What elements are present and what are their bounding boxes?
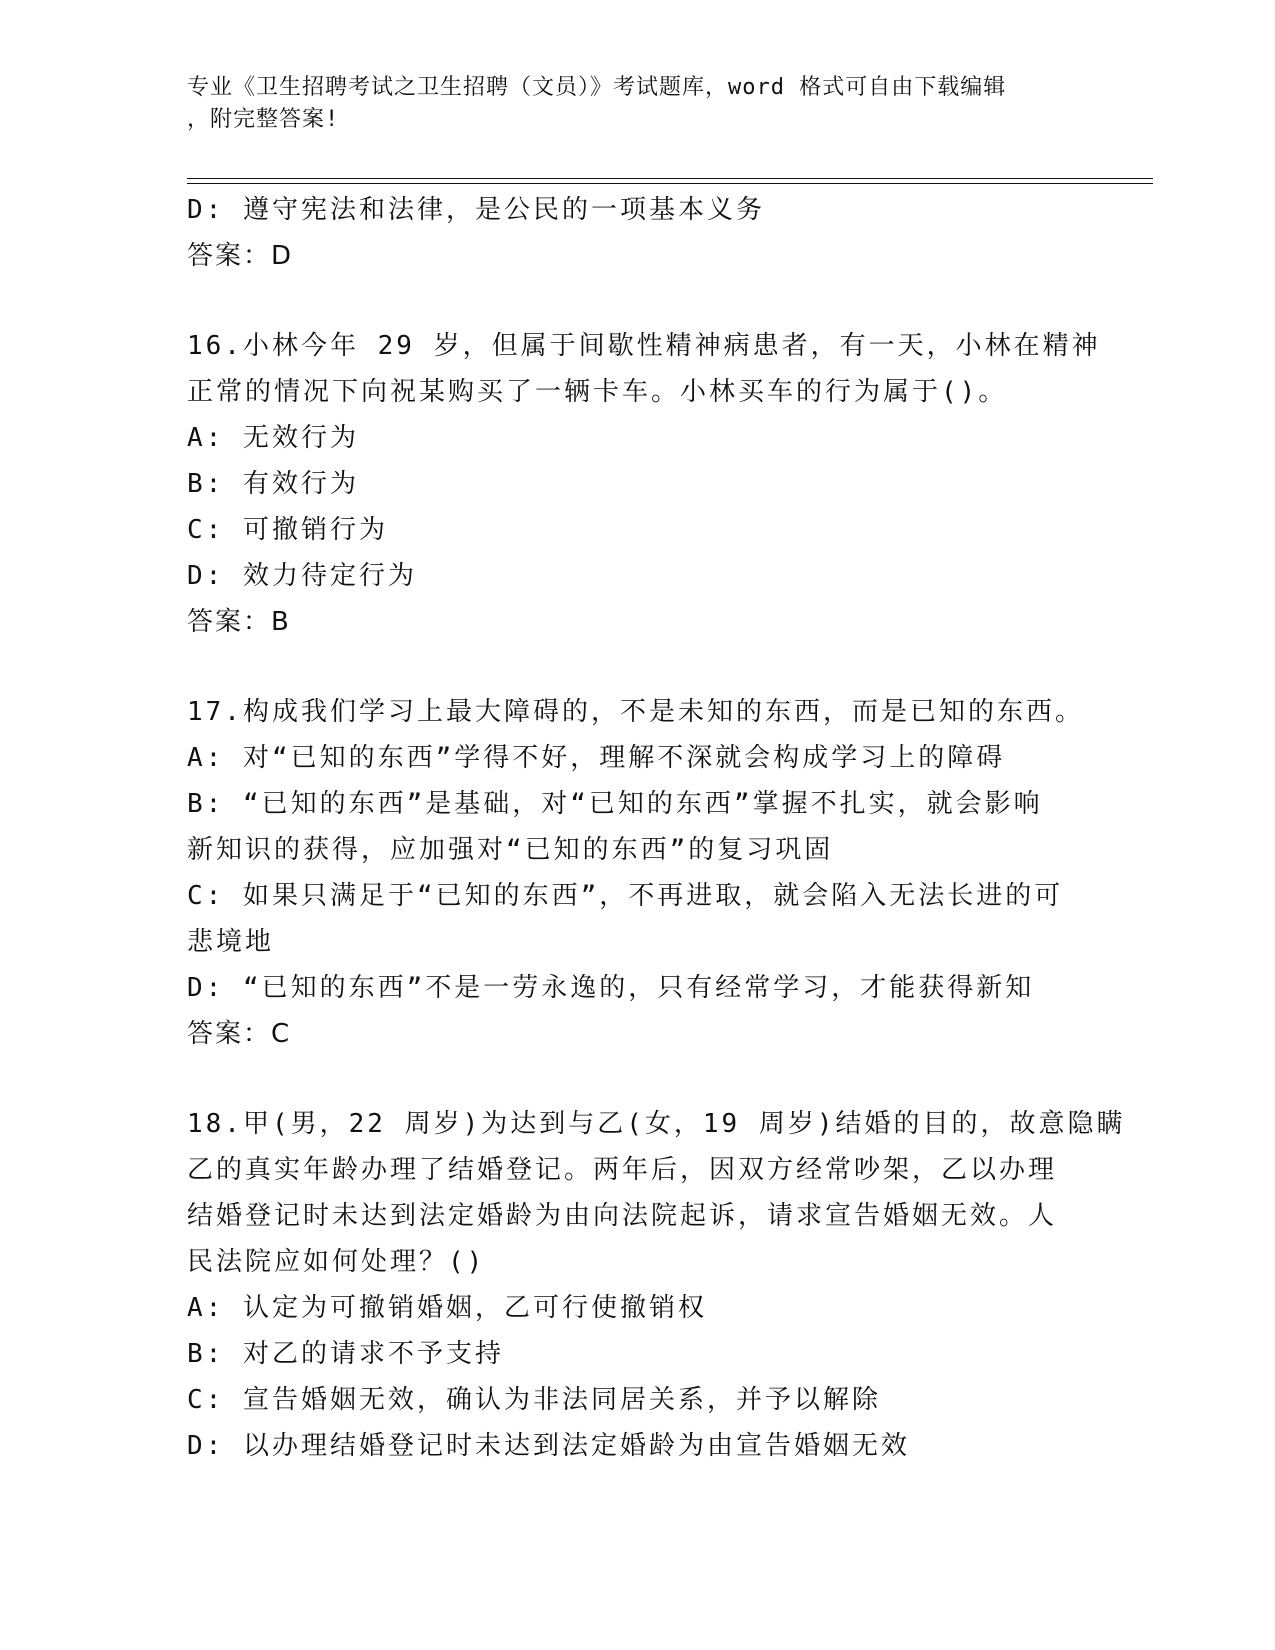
- question-stem: 结婚登记时未达到法定婚龄为由向法院起诉，请求宣告婚姻无效。人: [187, 1201, 1058, 1231]
- option-c: C: 如果只满足于“已知的东西”，不再进取，就会陷入无法长进的可: [187, 881, 1064, 911]
- question-content: [187, 187, 1126, 1469]
- option-b-continued: 新知识的获得，应加强对“已知的东西”的复习巩固: [187, 835, 834, 865]
- header-divider-bottom: [187, 183, 1153, 184]
- option-b: B: 有效行为: [187, 469, 359, 499]
- answer-line: 答案：D: [187, 241, 294, 271]
- question-block-15: [187, 187, 1087, 279]
- option-c: C: 可撤销行为: [187, 515, 388, 545]
- option-d: D: 以办理结婚登记时未达到法定婚龄为由宣告婚姻无效: [187, 1431, 910, 1461]
- spacer: [187, 279, 1087, 323]
- question-stem: 18.甲(男，22 周岁)为达到与乙(女，19 周岁)结婚的目的，故意隐瞒: [187, 1109, 1126, 1139]
- header-divider-top: [187, 178, 1153, 179]
- header-line-1: 专业《卫生招聘考试之卫生招聘（文员）》考试题库，word 格式可自由下载编辑: [187, 75, 1007, 100]
- option-b: B: 对乙的请求不予支持: [187, 1339, 504, 1369]
- answer-line: 答案：B: [187, 607, 291, 637]
- answer-line: 答案：C: [187, 1019, 292, 1049]
- question-block-18: [187, 1101, 1126, 1469]
- option-a: A: 对“已知的东西”学得不好，理解不深就会构成学习上的障碍: [187, 743, 1006, 773]
- spacer: [187, 1057, 1087, 1101]
- page-header: [187, 72, 1087, 136]
- header-line-2: ，附完整答案!: [187, 107, 340, 132]
- question-stem: 正常的情况下向祝某购买了一辆卡车。小林买车的行为属于()。: [187, 377, 1008, 407]
- option-b: B: “已知的东西”是基础，对“已知的东西”掌握不扎实，就会影响: [187, 789, 1043, 819]
- question-stem: 民法院应如何处理？(): [187, 1247, 486, 1277]
- option-a: A: 认定为可撤销婚姻，乙可行使撤销权: [187, 1293, 707, 1323]
- option-c-continued: 悲境地: [187, 927, 275, 957]
- question-block-16: [187, 323, 1101, 645]
- question-block-17: [187, 689, 1087, 1057]
- option-d: D: 遵守宪法和法律，是公民的一项基本义务: [187, 195, 765, 225]
- option-a: A: 无效行为: [187, 423, 359, 453]
- option-c: C: 宣告婚姻无效，确认为非法同居关系，并予以解除: [187, 1385, 881, 1415]
- option-d: D: “已知的东西”不是一劳永逸的，只有经常学习，才能获得新知: [187, 973, 1035, 1003]
- question-stem: 16.小林今年 29 岁，但属于间歇性精神病患者，有一天，小林在精神: [187, 331, 1101, 361]
- question-stem: 17.构成我们学习上最大障碍的，不是未知的东西，而是已知的东西。: [187, 697, 1084, 727]
- question-stem: 乙的真实年龄办理了结婚登记。两年后，因双方经常吵架，乙以办理: [187, 1155, 1058, 1185]
- option-d: D: 效力待定行为: [187, 561, 417, 591]
- spacer: [187, 645, 1087, 689]
